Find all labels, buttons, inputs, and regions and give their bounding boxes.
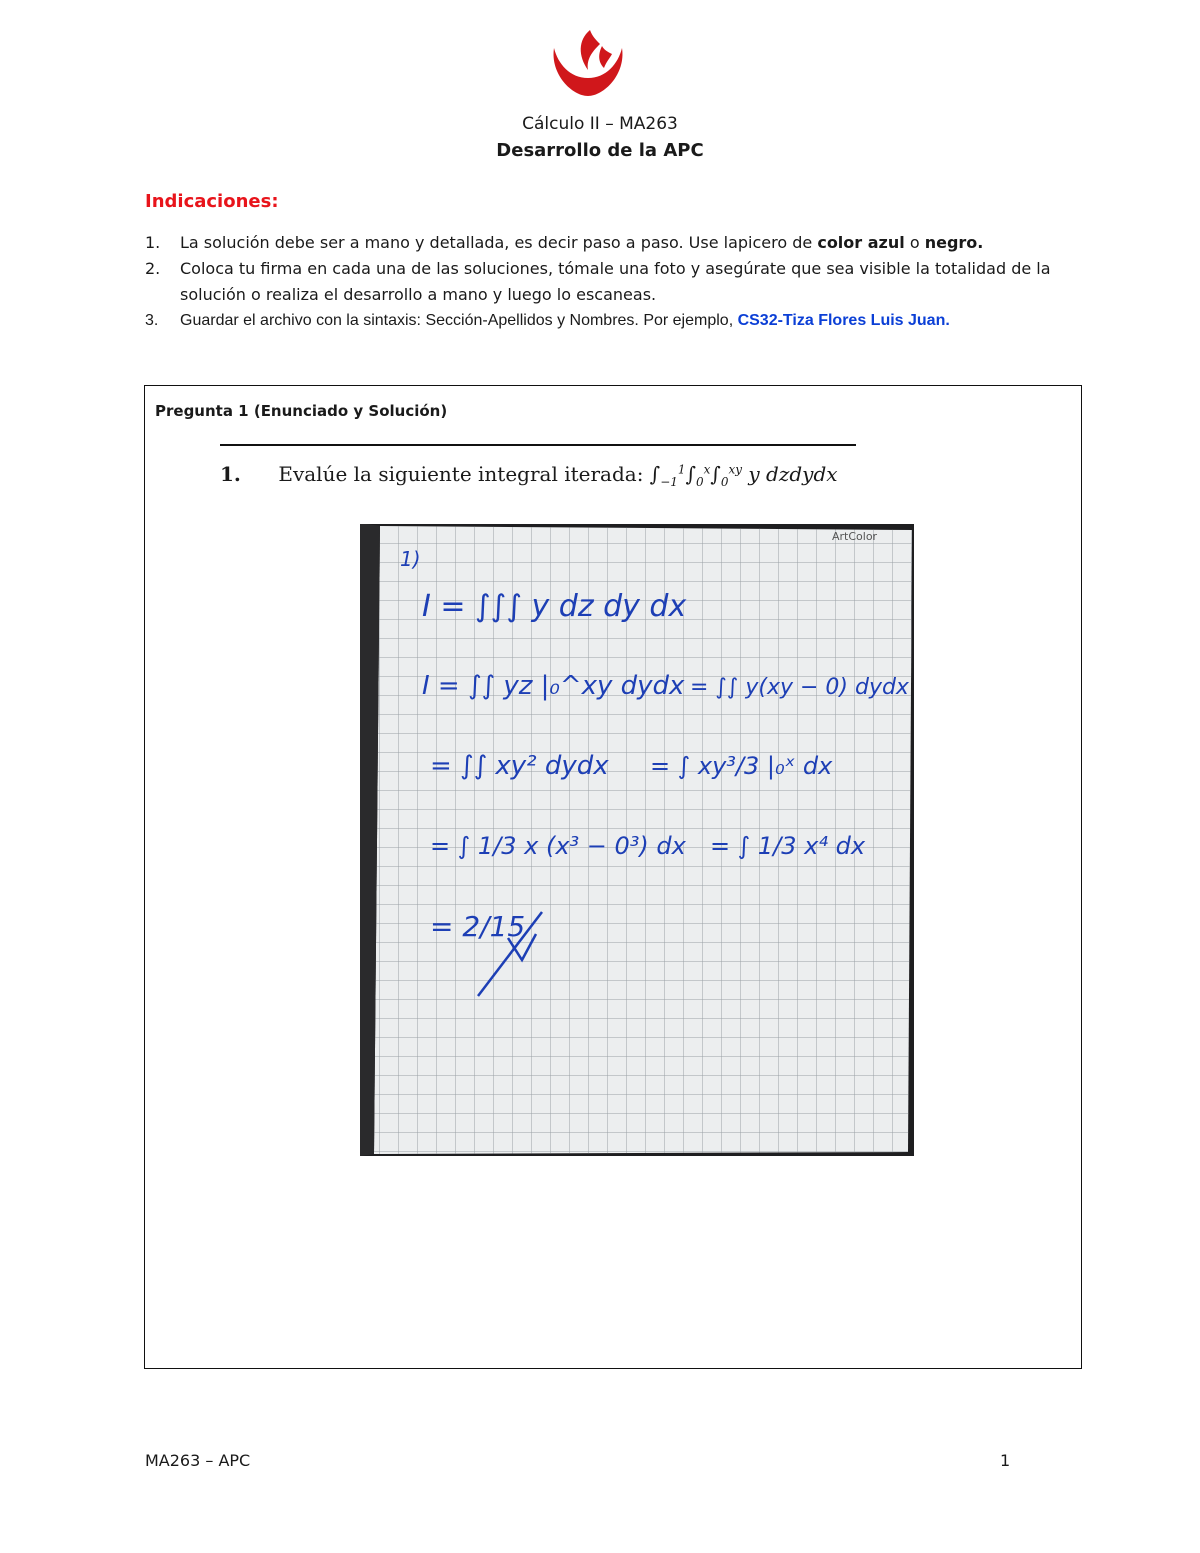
problem-statement [220, 462, 838, 489]
solution-line: I = ∫∫∫ y dz dy dx [422, 589, 687, 624]
limit-upper-3: xy [728, 462, 743, 477]
instruction-number: 1. [145, 233, 161, 252]
step-label: 1) [400, 547, 421, 571]
instruction-text: Guardar el archivo con la sintaxis: Sección-Apellidos y Nombres. Por ejemplo, [180, 312, 738, 329]
instruction-emphasis: color azul [817, 233, 905, 252]
solution-result: = 2/15 [430, 910, 526, 943]
page-number: 1 [1000, 1451, 1011, 1470]
instruction-item [145, 256, 1090, 308]
integral-formula: $\int_{-1}^1\int_0^x\int_0^{xy}$ y dzdydx [649, 462, 838, 489]
instruction-text: Coloca tu firma en cada una de las soluciones, tómale una foto y asegúrate que sea visible la totalidad de la solución o realiza el desarrollo a mano y luego lo escaneas. [180, 259, 1051, 304]
footer-course: MA263 – APC [145, 1451, 251, 1470]
document-subtitle: Desarrollo de la APC [496, 140, 704, 161]
solution-photo [360, 524, 914, 1156]
notebook-brand: ArtColor [832, 530, 878, 543]
limit-lower-3: 0 [720, 475, 729, 489]
instruction-text: La solución debe ser a mano y detallada, es decir paso a paso. Use lapicero de [180, 233, 818, 252]
divider [220, 444, 856, 446]
integrand: y dzdydx [748, 462, 838, 486]
solution-line: = ∫∫ xy² dydx [430, 751, 609, 781]
instruction-number: 3. [145, 312, 159, 329]
limit-upper-2: x [703, 462, 711, 477]
instruction-number: 2. [145, 259, 161, 278]
solution-line: = ∫∫ y(xy − 0) dydx [690, 675, 909, 700]
problem-text: Evalúe la siguiente integral iterada: [278, 462, 644, 486]
instruction-emphasis: negro. [924, 233, 984, 252]
limit-lower-2: 0 [695, 475, 704, 489]
limit-lower-1: −1 [660, 475, 678, 489]
limit-upper-1: 1 [677, 462, 686, 477]
solution-line: = ∫ 1/3 x (x³ − 0³) dx [430, 832, 686, 860]
photo-canvas [360, 524, 914, 1156]
solution-line: = ∫ xy³/3 |₀ˣ dx [650, 752, 833, 780]
filename-example: CS32-Tiza Flores Luis Juan. [737, 312, 950, 329]
instructions-list [145, 230, 1090, 334]
instruction-text: o [904, 233, 925, 252]
upc-logo [548, 26, 628, 100]
instruction-item [145, 308, 1090, 334]
question-label: Pregunta 1 (Enunciado y Solución) [155, 402, 448, 420]
instructions-heading: Indicaciones: [145, 191, 279, 212]
solution-line: I = ∫∫ yz |₀^xy dydx [422, 671, 685, 701]
instruction-item [145, 230, 1090, 256]
problem-number: 1. [220, 462, 241, 486]
solution-line: = ∫ 1/3 x⁴ dx [710, 832, 866, 860]
course-title: Cálculo II – MA263 [522, 114, 678, 134]
